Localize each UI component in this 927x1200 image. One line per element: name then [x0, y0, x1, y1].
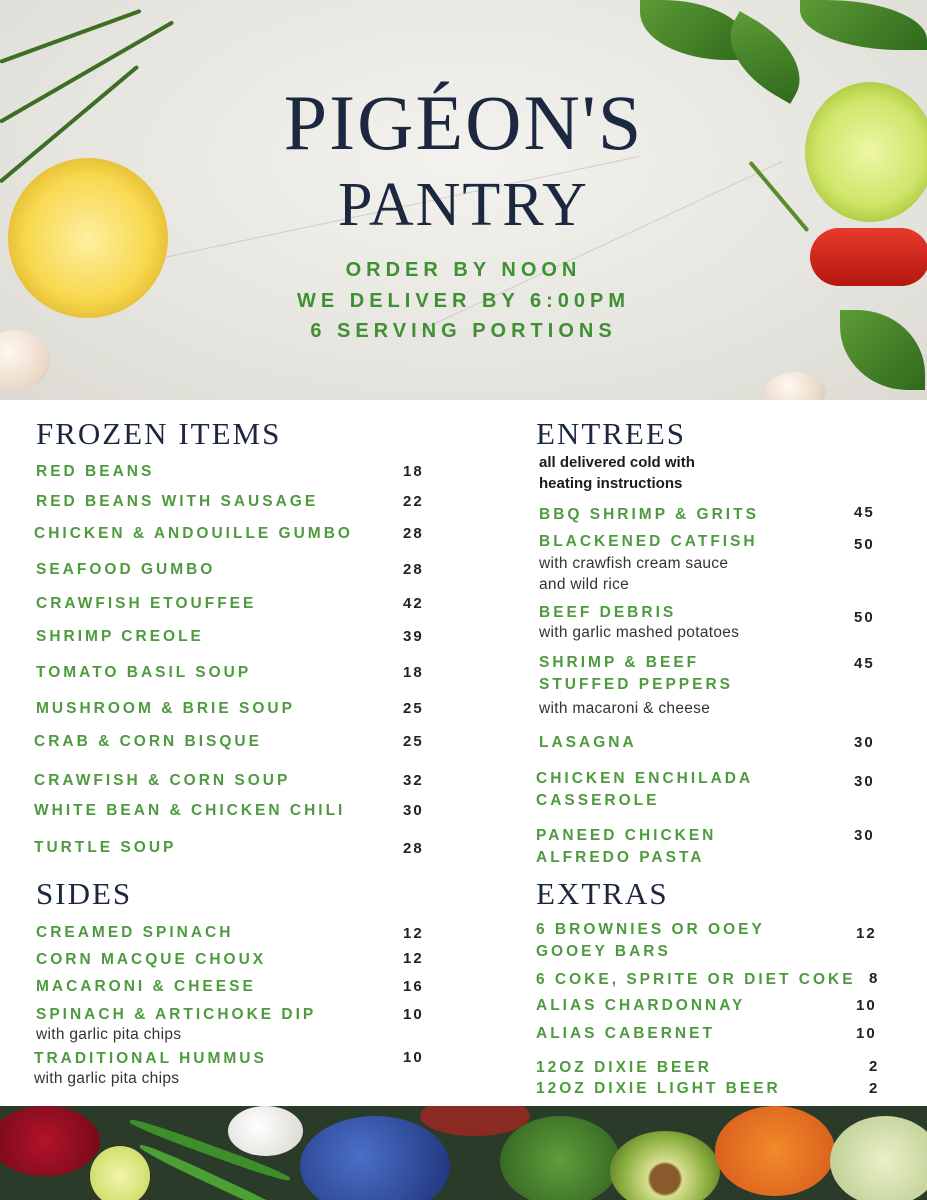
lentils-image: [715, 1106, 835, 1196]
menu-item-name: 6 BROWNIES OR OOEY: [536, 921, 765, 938]
menu-item-price: 30: [403, 802, 424, 819]
menu-item-name: RED BEANS WITH SAUSAGE: [36, 493, 319, 510]
restaurant-name-line1: PIGÉON'S: [283, 79, 644, 166]
menu-item-name: WHITE BEAN & CHICKEN CHILI: [34, 802, 346, 819]
menu-item-name: CREAMED SPINACH: [36, 924, 234, 941]
menu-item-price: 28: [403, 561, 424, 578]
menu-item-price: 39: [403, 628, 424, 645]
menu-item-name: PANEED CHICKEN: [536, 827, 717, 844]
menu-item-name: MACARONI & CHEESE: [36, 978, 256, 995]
garlic-image: [228, 1106, 303, 1156]
menu-item-description: and wild rice: [539, 576, 630, 593]
menu-item-name: STUFFED PEPPERS: [539, 676, 733, 693]
menu-item-name: LASAGNA: [539, 734, 637, 751]
pomegranate-image: [0, 1106, 100, 1176]
menu-item-name: ALIAS CHARDONNAY: [536, 997, 746, 1014]
menu-item-price: 30: [854, 773, 875, 790]
avocado-image: [610, 1131, 720, 1200]
menu-item-price: 12: [403, 925, 424, 942]
menu-item-price: 18: [403, 664, 424, 681]
tagline-portions: 6 SERVING PORTIONS: [310, 320, 617, 342]
menu-item-name: CASSEROLE: [536, 792, 660, 809]
tagline-delivery: WE DELIVER BY 6:00PM: [296, 290, 631, 312]
garlic-image: [765, 372, 825, 400]
menu-item-name: 12OZ DIXIE BEER: [536, 1059, 712, 1076]
menu-item-name: BEEF DEBRIS: [539, 604, 677, 621]
menu-item-name: TRADITIONAL HUMMUS: [34, 1050, 267, 1067]
menu-item-name: CHICKEN ENCHILADA: [536, 770, 754, 787]
menu-item-price: 16: [403, 978, 424, 995]
menu-item-name: BLACKENED CATFISH: [539, 533, 758, 550]
lime-image: [90, 1146, 150, 1200]
menu-item-name: CRAB & CORN BISQUE: [34, 733, 262, 750]
section-title-sides: SIDES: [36, 876, 133, 911]
footer-produce-image: [0, 1106, 927, 1200]
menu-item-name: CRAWFISH ETOUFFEE: [36, 595, 257, 612]
menu-item-name: SHRIMP & BEEF: [539, 654, 700, 671]
cilantro-leaf-image: [800, 0, 927, 50]
menu-item-price: 18: [403, 463, 424, 480]
menu-item-name: CHICKEN & ANDOUILLE GUMBO: [34, 525, 353, 542]
menu-item-price: 32: [403, 772, 424, 789]
entrees-note: heating instructions: [539, 475, 683, 492]
menu-item-name: MUSHROOM & BRIE SOUP: [36, 700, 295, 717]
menu-item-price: 50: [854, 536, 875, 553]
menu-item-price: 8: [869, 970, 880, 987]
menu-item-price: 25: [403, 733, 424, 750]
menu-item-name: BBQ SHRIMP & GRITS: [539, 506, 759, 523]
cabbage-image: [830, 1116, 927, 1200]
menu-item-price: 25: [403, 700, 424, 717]
menu-item-price: 42: [403, 595, 424, 612]
menu-item-price: 30: [854, 734, 875, 751]
menu-item-name: ALFREDO PASTA: [536, 849, 705, 866]
menu-item-description: with garlic pita chips: [34, 1070, 180, 1087]
menu-item-price: 2: [869, 1080, 880, 1097]
menu-item-price: 28: [403, 525, 424, 542]
menu-item-name: 6 COKE, SPRITE OR DIET COKE: [536, 971, 856, 988]
menu-item-price: 28: [403, 840, 424, 857]
tagline-order-by: ORDER BY NOON: [345, 259, 582, 281]
menu-item-name: CRAWFISH & CORN SOUP: [34, 772, 291, 789]
menu-item-name: RED BEANS: [36, 463, 155, 480]
entrees-note: all delivered cold with: [539, 454, 695, 471]
menu-item-price: 10: [856, 1025, 877, 1042]
menu-item-price: 10: [403, 1006, 424, 1023]
restaurant-name-line2: PANTRY: [338, 171, 589, 239]
broccoli-image: [500, 1116, 620, 1200]
menu-item-name: ALIAS CABERNET: [536, 1025, 715, 1042]
menu-item-name: SPINACH & ARTICHOKE DIP: [36, 1006, 317, 1023]
rosemary-stem: [0, 9, 142, 64]
section-title-frozen: FROZEN ITEMS: [36, 416, 282, 451]
menu-item-name: GOOEY BARS: [536, 943, 671, 960]
blueberries-image: [300, 1116, 450, 1200]
menu-item-price: 45: [854, 504, 875, 521]
menu-item-name: SEAFOOD GUMBO: [36, 561, 216, 578]
menu-item-name: TURTLE SOUP: [34, 839, 177, 856]
menu-item-price: 22: [403, 493, 424, 510]
menu-item-price: 2: [869, 1058, 880, 1075]
menu-item-price: 12: [403, 950, 424, 967]
section-title-extras: EXTRAS: [536, 876, 669, 911]
menu-item-price: 10: [856, 997, 877, 1014]
menu-item-description: with garlic mashed potatoes: [539, 624, 740, 641]
menu-item-price: 45: [854, 655, 875, 672]
menu-item-description: with crawfish cream sauce: [539, 555, 729, 572]
menu-item-name: 12OZ DIXIE LIGHT BEER: [536, 1080, 781, 1097]
menu-item-name: CORN MACQUE CHOUX: [36, 951, 267, 968]
menu-item-price: 10: [403, 1049, 424, 1066]
header-banner: [0, 0, 927, 400]
menu-item-description: with garlic pita chips: [36, 1026, 182, 1043]
menu-item-price: 30: [854, 827, 875, 844]
menu-item-price: 50: [854, 609, 875, 626]
menu-item-name: SHRIMP CREOLE: [36, 628, 204, 645]
section-title-entrees: ENTREES: [536, 416, 687, 451]
menu-item-name: TOMATO BASIL SOUP: [36, 664, 252, 681]
menu-item-description: with macaroni & cheese: [539, 700, 711, 717]
menu-item-price: 12: [856, 925, 877, 942]
